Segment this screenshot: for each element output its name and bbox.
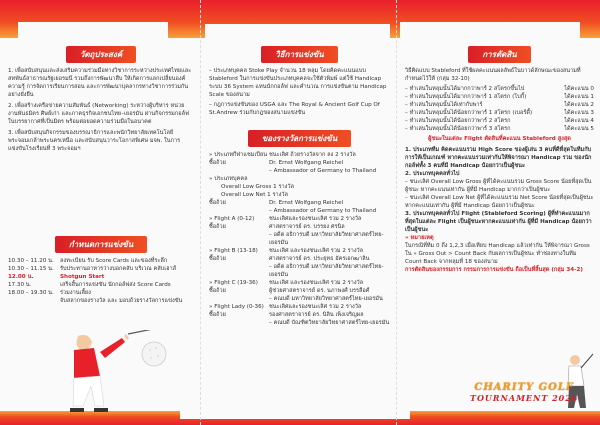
rules-list [405,146,594,274]
points-text: – ทำเล่นในหลุมนั้นได้น้อยกว่าพาร์ 2 สโตรก [405,118,511,124]
golfer-illustration [40,330,180,420]
objective-item: 1. เพื่อสนับสนุนและส่งเสริมความร่วมมือทางวิชาการระหว่างประเทศไทยและสหพันธ์สาธารณรัฐเยอรมนี รวมถึงการพัฒนาสืบ ให้เกิดการแลกเปลี่ยนองค์ความรู้ การจัดการเรียนการสอน และการพัฒนาบุคลากรทางวิชาการร่วมกันอย่างยั่งยืน [8,68,192,98]
prize-label: » Flight B (13-18) [209,248,258,254]
schedule-time: 12.00 น. [8,274,34,280]
points-score: ได้คะแนน 5 [564,126,594,132]
points-row [405,101,594,109]
scoring-intro: วิธีคิดแบบ Stableford ที่ใช้ผลคะแนนผลลัพธ์ในบาวด์ลักษณะของสนามที่กำหนดไว้ให้ (กลุ่ม 32-10) [405,68,581,82]
prize-line: ศาสตราจารย์ ดร. บรรยง ศรนิล [269,224,345,230]
schedule-time: 17.30 น. [8,282,32,288]
schedule-text: จับสลากของรางวัล และ มอบถ้วยรางวัลการแข่งขัน [60,298,183,304]
prize-line: – Ambassador of Germany to Thailand [269,168,377,174]
scoring-title: การตัดสิน [468,46,530,63]
prize-row [209,303,390,311]
objectives-title: วัตถุประสงค์ [66,46,136,63]
points-text: – ทำเล่นในหลุมนั้นได้มากกว่าพาร์ 1 สโตรก (โบกี้) [405,94,527,100]
schedule-text: ลงทะเบียน รับ Score Cards และของที่ระลึก [60,258,168,264]
prize-row [209,215,390,223]
prize-row [209,247,390,255]
schedule-time: 18.00 – 19.30 น. [8,290,54,296]
golfer-figure [70,330,158,412]
points-score: ได้คะแนน 4 [564,118,594,124]
points-row [405,125,594,133]
prize-label: ซื้อถ้วย [209,224,226,230]
prize-line: ชนะเลิศและรองชนะเลิศ รวม 2 รางวัล [269,304,362,310]
prize-row [209,151,390,159]
points-text: – ทำเล่นในหลุมนั้นได้น้อยกว่าพาร์ 1 สโตรก (เบอร์ดี้) [405,110,533,116]
schedule-time: 10.30 – 11.20 น. [8,258,54,264]
prize-row [209,199,390,215]
prize-label: ซื้อถ้วย [209,160,226,166]
points-row [405,117,594,125]
prize-line: Overall Low Gross 1 รางวัล [221,184,294,190]
prize-row [209,175,390,183]
golf-ball-icon [142,342,166,366]
prize-label: » Flight Lady (0-36) [209,304,264,310]
prize-line: – คณบดี มหาวิทยาลัยวิทยาศาสตร์ไทย-เยอรมัน [269,296,383,302]
rule-item: 3. ประเภทบุคคลทั่วไป Flight (Stableford Scoring) ผู้ที่ทำคะแนนมากที่สุดในแต่ละ Flight เป็นผู้ชนะหากคะแนนเท่ากัน ผู้ที่มี Handicap น้อยกว่าเป็นผู้ชนะ [405,211,592,233]
prize-label: ซื้อถ้วย [209,256,226,262]
panel-format [200,0,396,425]
rule-item: 1. ประเภททีม คิดคะแนนรวม High Score ของผู้เล่น 3 คนที่ดีที่สุดในทีมกับการให้เป็นเกณฑ์ หากคะแนนรวมเท่ากันให้พิจารณา Handicap รวม ของนักกอล์ฟทั้ง 3 คนที่มี Handicap น้อยกว่าเป็นผู้ชนะ [405,147,592,169]
format-item: – ประเภทบุคคล Stoke Play จำนวน 18 หลุม โดยคิดคะแนนแบบ Stableford ในการแข่งขันประเภทบุคคลจะใช้ตัวพิมพ์ แต่ใช้ Handicap ระบบ 36 System แทนนักกอล์ฟ และคำนวณ การแข่งขันตาม Handicap Scale ของสนาม [209,68,387,98]
format-item: – กฎการแข่งขันของ USGA และ The Royal & Ancient Golf Cup Of St.Andrew ร่วมกับกฎของสนามแข่งขัน [209,102,380,116]
prize-list [209,151,390,327]
prize-label: » ประเภทบุคคล [209,176,248,182]
prize-label: ซื้อถ้วย [209,288,226,294]
schedule-row [8,281,194,289]
prize-label [209,183,221,199]
objective-item: 3. เพื่อสนับสนุนกิจกรรมของบรรณาธิการและพนักวิทยาลัยเทคโนโลยีพระจอมเกล้าพระนครเหนือ และสนับสนุนวาระโอกาสพิเศษ มจพ. ในการแข่งขันโรงเรียนที่ 3 พระจอมฯ [8,130,181,152]
points-score: ได้คะแนน 2 [564,102,594,108]
points-row [405,85,594,93]
schedule-text: รับประทานอาหารว่างบอกคลับ บริเวณ คลับเฮาส์ [60,266,177,272]
points-list [405,85,594,133]
prize-line: Dr. Ernst Wolfgang Reichel [269,160,344,166]
points-row [405,109,594,117]
prize-line: ชนะเลิศและรองชนะเลิศ รวม 2 รางวัล [269,216,362,222]
rule-item: การตัดสินของกรรมการ กรรมการการแข่งขัน ถือเป็นที่สิ้นสุด (กลุ่ม 34-2) [405,267,583,273]
prize-row [209,255,390,279]
points-text: – ทำเล่นในหลุมนั้นได้มากกว่าพาร์ 2 สโตรกขึ้นไป [405,86,525,92]
prize-line: ชนะเลิศ และรองชนะเลิศ รวม 2 รางวัล [269,280,364,286]
schedule-row [8,257,194,265]
panel-scoring [396,0,600,425]
schedule-title: กำหนดการแข่งขัน [55,236,147,253]
schedule-text: ร่วมงานเลี้ยง [60,290,91,296]
prize-line: – คณบดี บัณฑิตวิทยาลัยวิทยาศาสตร์ไทย-เยอรมัน [269,320,390,326]
prize-title: ของรางวัลการแข่งขัน [248,130,351,147]
points-text: – ทำเล่นในหลุมนั้นได้เท่ากับพาร์ [405,102,483,108]
prize-label: » Flight C (19-36) [209,280,258,286]
schedule-list [8,257,194,305]
rule-item: 2. ประเภทบุคคลทั่วไป [405,171,460,177]
rule-item: » หมายเหตุ [405,235,434,241]
prize-label: » Flight A (0-12) [209,216,255,222]
prize-row [209,311,390,327]
prize-line: ชนะเลิศ และรองชนะเลิศ รวม 2 รางวัล [269,248,364,254]
prize-label: ซื้อถ้วย [209,200,226,206]
points-score: ได้คะแนน 0 [564,86,594,92]
prize-row [209,159,390,175]
objective-item: 2. เพื่อสร้างเครือข่ายความสัมพันธ์ (Networking) ระหว่างผู้บริหาร หน่วยงานพันธมิตร ศิษย์เก่า และภาคธุรกิจเอกชนไทย–เยอรมัน ผ่านกิจกรรมกอล์ฟในบรรยากาศที่เป็นมิตร พร้อมต่อยอดความร่วมมือในอนาคต [8,103,189,125]
prize-row [209,279,390,287]
schedule-text: Shotgun Start [60,274,105,280]
points-row [405,93,594,101]
tournament-logo [470,382,578,403]
prize-line: ผู้ช่วยศาสตราจารย์ ดร. นภาพงศ์ บรรลือศ์ [269,288,370,294]
schedule-row [8,265,194,273]
prize-row [209,183,390,199]
prize-line: รองศาสตราจารย์ ดร. นิลิน เพ็งเจริญผล [269,312,364,318]
prize-label: » ประเภทกีฬาแชมเปียน [209,152,268,158]
schedule-text: เสร็จสิ้นการแข่งขัน นักกอล์ฟส่ง Score Cards [60,282,171,288]
prize-line: – อดีต อธิการบดี มหาวิทยาลัยวิทยาศาสตร์ไทย-เยอรมัน [269,232,384,246]
prize-line: Overall Low Net 1 รางวัล [221,192,288,198]
logo-subtitle: TOURNAMENT 2026 [470,393,579,403]
logo-title: CHARITY GOLF [474,382,574,393]
schedule-row [8,273,194,281]
flight-note: ผู้ชนะในแต่ละ Flight ตัดสินที่คะแนน Stableford สูงสุด [428,136,571,142]
format-title: วิธีการแข่งขัน [261,46,337,63]
prize-line: ศาสตราจารย์ ดร. ประยุทธ อัครเอกฒาลิน [269,256,370,262]
points-score: ได้คะแนน 3 [564,110,594,116]
prize-line: Dr. Ernst Wolfgang Reichel [269,200,344,206]
prize-row [209,223,390,247]
schedule-row [8,289,194,297]
prize-line: – อดีต อธิการบดี มหาวิทยาลัยวิทยาศาสตร์ไทย-เยอรมัน [269,264,384,278]
schedule-time: 10.30 – 11.15 น. [8,266,54,272]
panel-objectives [0,0,200,425]
points-text: – ทำเล่นในหลุมนั้นได้น้อยกว่าพาร์ 3 สโตรก [405,126,511,132]
rule-item: – ชนะเลิศ Overall Low Gross ผู้ที่ได้คะแนนรวม Gross Score น้อยที่สุดเป็นผู้ชนะ หากคะแนนเท่ากัน ผู้ที่มี Handicap มากกว่าเป็นผู้ชนะ [405,179,592,193]
prize-row [209,287,390,303]
prize-line: ชนะเลิศ ถ้วยรางวัลจาก ลง 2 รางวัล [269,152,356,158]
rule-item: – ชนะเลิศ Overall Low Net ผู้ที่ได้คะแนนรวม Net Score น้อยที่สุดเป็นผู้ชนะ หากคะแนนเท่ากัน ผู้ที่มี Handicap น้อยกว่าเป็นผู้ชนะ [405,195,594,209]
prize-line: – Ambassador of Germany to Thailand [269,208,377,214]
schedule-time [8,297,60,305]
rule-item: ในกรณีที่ทีม 0 ถึง 1,2,3 เมื่อเทียบ Handicap แล้วเท่ากัน ให้พิจารณา Gross ใน » Gross Out > Count Back กับผลการเป็นผู้ชนะ ทำช่องทางในทีม Count Back จากหลุมที่ 18 ของสนาม [405,243,590,265]
points-score: ได้คะแนน 1 [564,94,594,100]
prize-label: ซื้อถ้วย [209,312,226,318]
schedule-row [8,297,194,305]
